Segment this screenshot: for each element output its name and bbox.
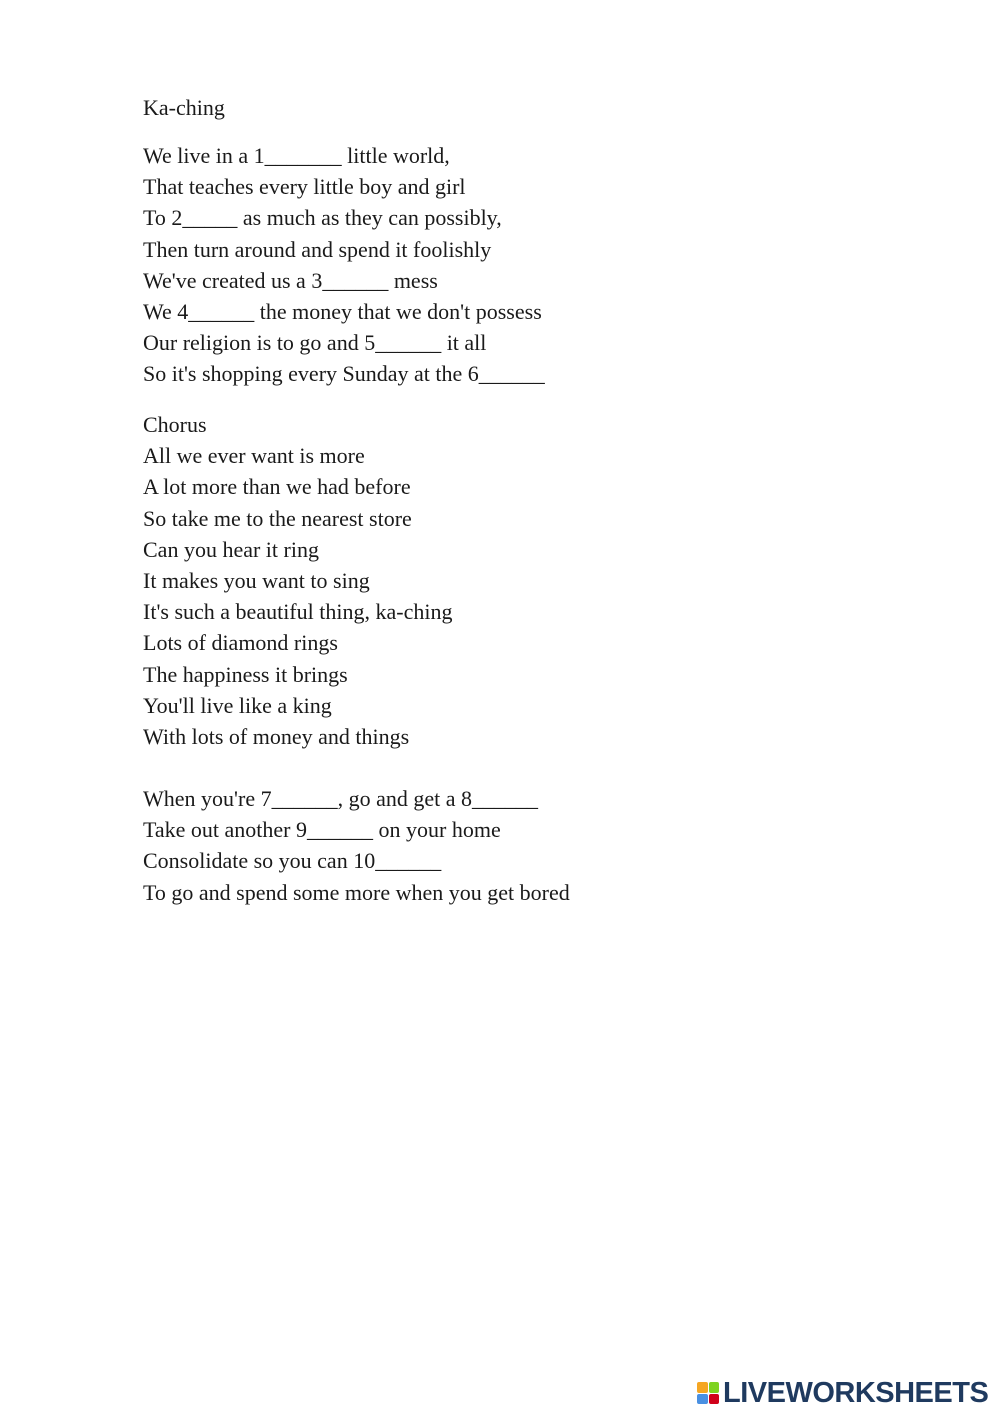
lyric-line: It makes you want to sing [143,568,370,594]
lyric-line: All we ever want is more [143,443,365,469]
lyric-line: We live in a 1_______ little world, [143,143,450,168]
lyric-line: When you're 7______, go and get a 8______ [143,786,538,811]
lyric-line: The happiness it brings [143,661,348,687]
lyric-line: So take me to the nearest store [143,505,412,531]
chorus-heading: Chorus [143,412,207,437]
lyric-line: You'll live like a king [143,692,332,718]
lyric-line: That teaches every little boy and girl [143,174,466,200]
liveworksheets-logo[interactable] [697,1378,988,1408]
lyric-line: Take out another 9______ on your home [143,817,501,843]
logo-square-icon [709,1394,720,1405]
logo-square-icon [697,1394,708,1405]
lyric-line: So it's shopping every Sunday at the 6______ [143,361,545,387]
lyric-line: A lot more than we had before [143,474,411,500]
verse-1 [143,140,545,390]
liveworksheets-logo-icon [697,1382,719,1404]
lyric-line: We 4______ the money that we don't possess [143,299,542,325]
logo-square-icon [709,1382,720,1393]
lyric-line: Then turn around and spend it foolishly [143,236,492,262]
lyric-line: Lots of diamond rings [143,630,338,656]
song-title: Ka-ching [143,95,225,120]
lyric-line: Our religion is to go and 5______ it all [143,330,487,356]
lyric-line: Can you hear it ring [143,536,319,562]
lyric-line: To 2_____ as much as they can possibly, [143,205,502,231]
lyric-line: It's such a beautiful thing, ka-ching [143,599,453,625]
chorus [143,409,452,752]
lyric-line: We've created us a 3______ mess [143,267,438,293]
verse-2 [143,783,570,908]
logo-wordmark: LIVEWORKSHEETS [723,1377,989,1409]
lyric-line: Consolidate so you can 10______ [143,848,442,874]
lyric-line: With lots of money and things [143,724,410,750]
logo-square-icon [697,1382,708,1393]
lyric-line: To go and spend some more when you get bored [143,879,570,905]
